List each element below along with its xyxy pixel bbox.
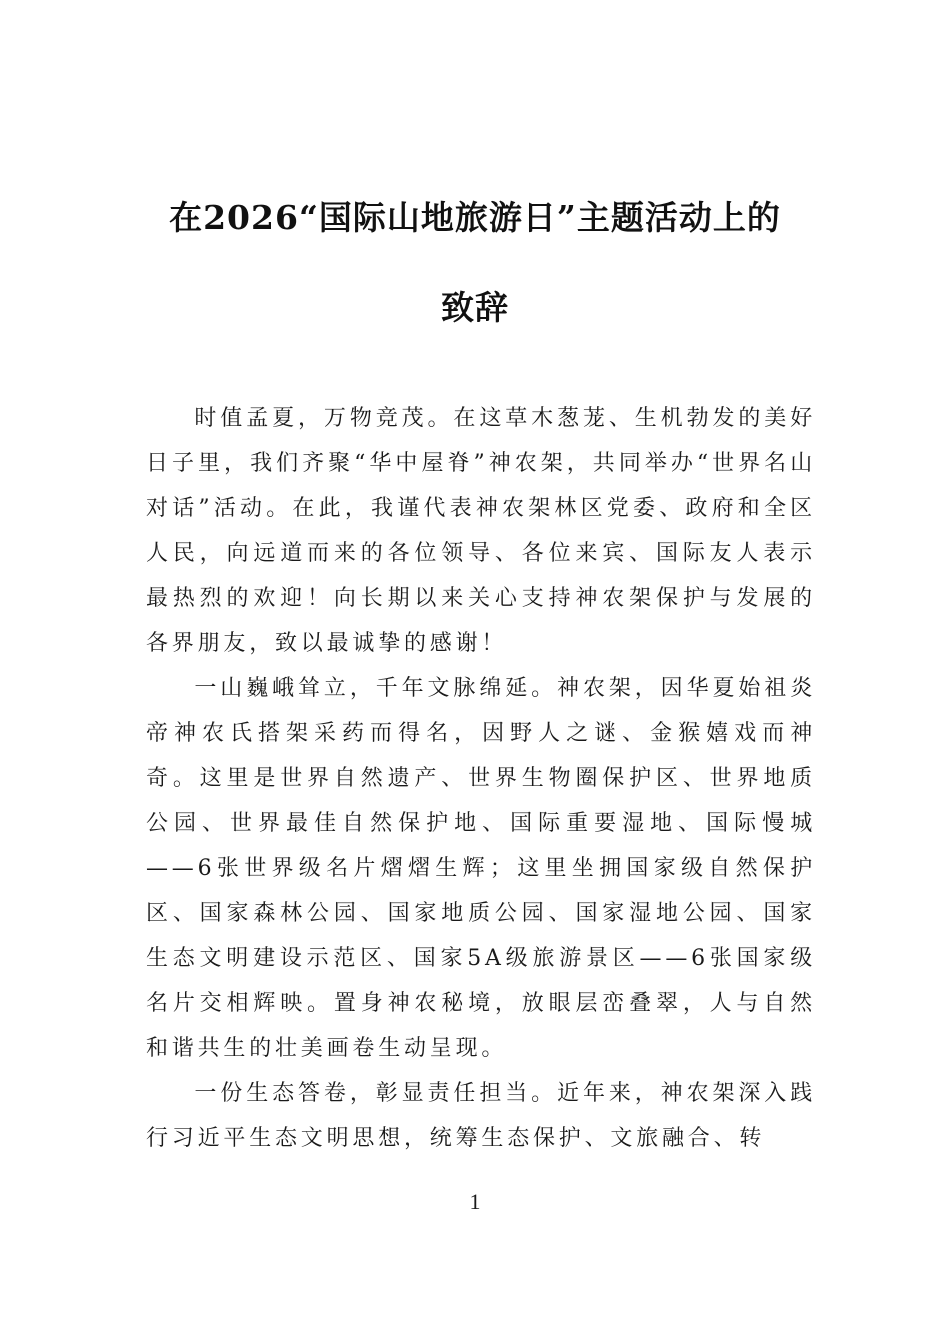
- title-line-2: 致辞: [441, 288, 509, 327]
- document-title: [120, 190, 830, 370]
- page-number: 1: [469, 1189, 481, 1214]
- paragraph-1: 时值孟夏，万物竞茂。在这草木葱茏、生机勃发的美好日子里，我们齐聚“华中屋脊”神农架，共同举办“世界名山对话”活动。在此，我谨代表神农架林区党委、政府和全区人民，向远道而来的各位领导、各位来宾、国际友人表示最热烈的欢迎！向长期以来关心支持神农架保护与发展的各界朋友，致以最诚挚的感谢！: [146, 406, 816, 656]
- paragraph-3: 一份生态答卷，彰显责任担当。近年来，神农架深入践行习近平生态文明思想，统筹生态保护、文旅融合、转: [146, 1081, 816, 1151]
- document-body: [146, 396, 816, 1161]
- title-line-1: 在2026“国际山地旅游日”主题活动上的: [169, 198, 781, 237]
- paragraph-2: 一山巍峨耸立，千年文脉绵延。神农架，因华夏始祖炎帝神农氏搭架采药而得名，因野人之谜、金猴嬉戏而神奇。这里是世界自然遗产、世界生物圈保护区、世界地质公园、世界最佳自然保护地、国际重要湿地、国际慢城——6张世界级名片熠熠生辉；这里坐拥国家级自然保护区、国家森林公园、国家地质公园、国家湿地公园、国家生态文明建设示范区、国家5A级旅游景区——6张国家级名片交相辉映。置身神农秘境，放眼层峦叠翠，人与自然和谐共生的壮美画卷生动呈现。: [146, 676, 816, 1061]
